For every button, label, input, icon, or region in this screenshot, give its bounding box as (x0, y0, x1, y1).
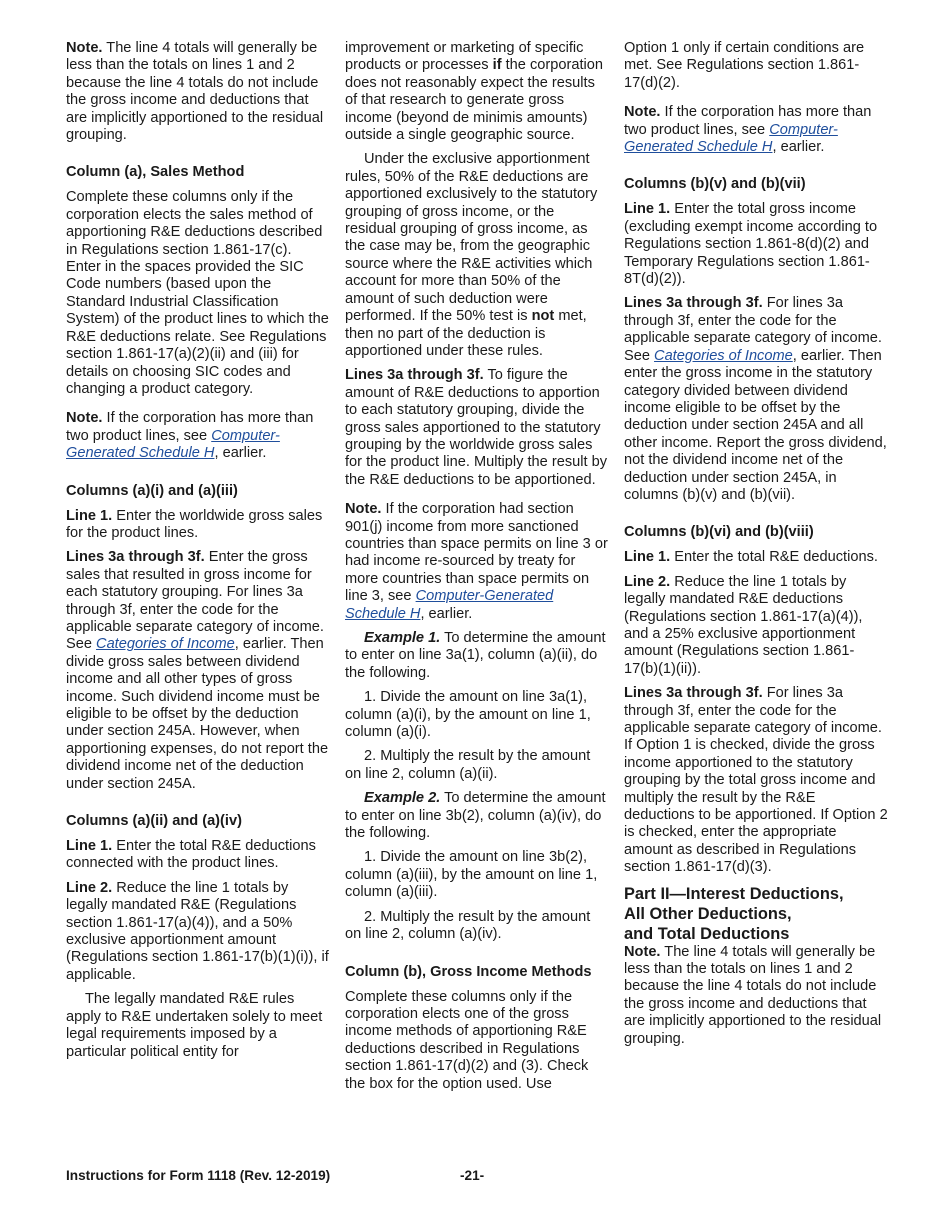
lines-3a-3f-paragraph: Lines 3a through 3f. For lines 3a through 3f, enter the code for the applicable separate category of income. See Categories of Income, earlier. Then enter the gross income in the statutory category divided between dividend income eligible to be offset by the deduction under section 245A and all other income. Report the gross dividend, not the dividend income net of the deduction under section 245A, in columns (b)(v) and (b)(vii). (624, 295, 887, 503)
gross-income-methods-paragraph: Complete these columns only if the corporation elects one of the gross income methods of apportioning R&E deductions described in Regulations section 1.861-17(d)(2) and (3). Check the box for the option used. Use (345, 988, 589, 1092)
legally-mandated-paragraph: The legally mandated R&E rules apply to R&E undertaken solely to meet legal requirements imposed by a particular political entity for (66, 991, 323, 1060)
example-2-step-1: 1. Divide the amount on line 3b(2), column (a)(iii), by the amount on line 1, column (a)(iii). (345, 849, 598, 901)
page-number: -21- (460, 1168, 485, 1183)
categories-of-income-link[interactable]: Categories of Income (654, 347, 793, 364)
heading-column-a-sales-method: Column (a), Sales Method (66, 164, 245, 181)
continued-paragraph: Option 1 only if certain conditions are met. See Regulations section 1.861-17(d)(2). (624, 40, 865, 91)
line-1-paragraph: Line 1. Enter the total gross income (excluding exempt income according to Regulations section 1.861-8(d)(2) and Temporary Regulations section 1.861-8T(d)(2)). (624, 201, 878, 288)
computer-generated-schedule-h-link[interactable]: Computer-Generated Schedule H (345, 588, 554, 622)
example-2-step-2: 2. Multiply the result by the amount on line 2, column (a)(iv). (345, 908, 591, 943)
form-title: Instructions for Form 1118 (Rev. 12-2019) (66, 1168, 331, 1183)
line-2-paragraph: Line 2. Reduce the line 1 totals by legally mandated R&E deductions (Regulations section 1.861-17(a)(4)), and a 25% exclusive apportionment amount (Regulations section 1.861-17(b)(1)(ii)). (624, 573, 863, 677)
lines-3a-3f-paragraph: Lines 3a through 3f. For lines 3a through 3f, enter the code for the applicable separate category of income. If Option 1 is checked, divide the gross income apportioned to the statutory grouping by the total gross income and multiply the result by the R&E deductions to be apportioned. If Option 2 is checked, enter the appropriate amount as described in Regulations section 1.861-17(d)(3). (624, 685, 888, 876)
exclusive-apportionment-paragraph: Under the exclusive apportionment rules, 50% of the R&E deductions are apportioned exclusively to the statutory grouping of gross income, or the residual grouping of gross income, as the case may be, from the geographic source where the R&E activities which account for more than 50% of the amount of such deduction were performed. If the 50% test is not met, then no part of the deduction is apportioned under these rules. (345, 151, 598, 359)
computer-generated-schedule-h-link[interactable]: Computer-Generated Schedule H (624, 121, 838, 156)
lines-3a-3f-paragraph: Lines 3a through 3f. Enter the gross sales that resulted in gross income for each statutory grouping. For lines 3a through 3f, enter the code for the applicable separate category of income. See Categories of Income, earlier. Then divide gross sales between dividend income and all other types of gross income. Such dividend income must be eligible to be offset by the deduction under section 245A. However, when apportioning expenses, do not report the dividend income net of the deduction under section 245A. (66, 549, 329, 792)
note-paragraph: Note. If the corporation has more than two product lines, see Computer-Generated Schedule H, earlier. (66, 410, 314, 462)
part-ii-heading: Part II—Interest Deductions, All Other Deductions, and Total Deductions (624, 884, 844, 943)
line-1-paragraph: Line 1. Enter the worldwide gross sales for the product lines. (66, 507, 323, 541)
note-paragraph: Note. If the corporation has more than two product lines, see Computer-Generated Schedule H, earlier. (624, 104, 872, 156)
example-1-paragraph: Example 1. To determine the amount to enter on line 3a(1), column (a)(ii), do the following. (345, 630, 606, 681)
example-2-paragraph: Example 2. To determine the amount to enter on line 3b(2), column (a)(iv), do the following. (345, 790, 606, 842)
line-1-paragraph: Line 1. Enter the total R&E deductions. (624, 549, 878, 566)
heading-columns-ai-aiii: Columns (a)(i) and (a)(iii) (66, 482, 238, 499)
heading-columns-bvi-bviii: Columns (b)(vi) and (b)(viii) (624, 524, 814, 541)
column-1 (66, 40, 330, 1068)
heading-columns-bv-bvii: Columns (b)(v) and (b)(vii) (624, 176, 806, 193)
note-paragraph: Note. The line 4 totals will generally be less than the totals on lines 1 and 2 because the line 4 totals do not include the gross income and deductions that are implicitly apportioned to the residual grouping. (624, 943, 882, 1047)
sales-method-paragraph: Complete these columns only if the corporation elects the sales method of apportioning R&E deductions described in Regulations section 1.861-17(c). Enter in the spaces provided the SIC Code numbers (based upon the Standard Industrial Classification System) of the product lines to which the R&E deductions relate. See Regulations section 1.861-17(a)(2)(ii) and (iii) for details on choosing SIC codes and changing a product category. (66, 189, 329, 397)
categories-of-income-link[interactable]: Categories of Income (96, 636, 235, 653)
note-paragraph: Note. If the corporation had section 901(j) income from more sanctioned countries than space permits on line 3 or had income re-sourced by treaty for more countries than space permits on line 3, see Computer-Generated Schedule H, earlier. (345, 501, 608, 622)
column-3 (624, 40, 888, 1055)
line-1-paragraph: Line 1. Enter the total R&E deductions connected with the product lines. (66, 838, 316, 872)
computer-generated-schedule-h-link[interactable]: Computer-Generated Schedule H (66, 427, 280, 462)
continued-paragraph: improvement or marketing of specific products or processes if the corporation does not reasonably expect the results of that research to generate gross income (beyond de minimis amounts) outside a single geographic source. (345, 40, 603, 144)
heading-column-b-gross-income-methods: Column (b), Gross Income Methods (345, 963, 592, 980)
note-paragraph: Note. The line 4 totals will generally be less than the totals on lines 1 and 2 because the line 4 totals do not include the gross income and deductions that are implicitly apportioned to the residual grouping. (66, 40, 324, 144)
heading-columns-aii-aiv: Columns (a)(ii) and (a)(iv) (66, 813, 242, 830)
line-2-paragraph: Line 2. Reduce the line 1 totals by legally mandated R&E (Regulations section 1.861-17(a)(4)), and a 50% exclusive apportionment amount (Regulations section 1.861-17(b)(1)(i)), if applicable. (66, 879, 329, 983)
page-footer (66, 1168, 888, 1183)
lines-3a-3f-paragraph: Lines 3a through 3f. To figure the amount of R&E deductions to apportion to each statutory grouping, divide the gross sales apportioned to the statutory grouping by the worldwide gross sales for the product line. Multiply the result by the R&E deductions to be apportioned. (345, 367, 608, 488)
example-1-step-1: 1. Divide the amount on line 3a(1), column (a)(i), by the amount on line 1, column (a)(i). (345, 689, 591, 741)
example-1-step-2: 2. Multiply the result by the amount on line 2, column (a)(ii). (345, 748, 591, 782)
column-2 (345, 40, 609, 1100)
